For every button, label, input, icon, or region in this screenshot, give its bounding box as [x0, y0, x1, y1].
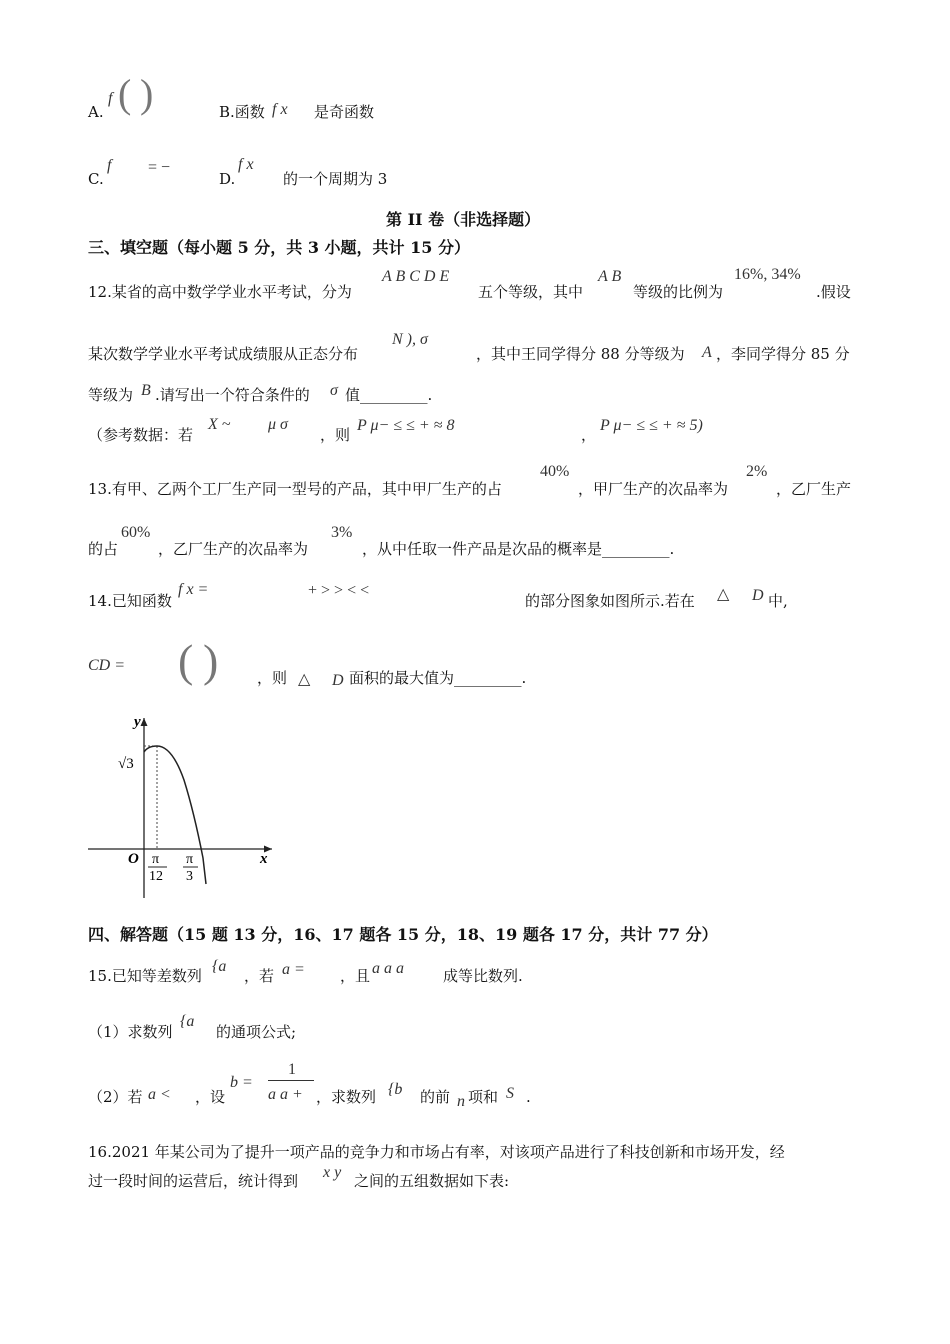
option-b-text: 是奇函数 — [314, 103, 375, 121]
q14-fx: f x = — [178, 581, 209, 598]
section-4-title: 四、解答题（15 题 13 分，16、17 题各 15 分，18、19 题各 17 分，共计 77 分） — [88, 925, 718, 944]
q13-text-2: ，甲厂生产的次品率为 — [578, 480, 729, 498]
option-b-label: B.函数 — [219, 103, 265, 121]
q13-percent-3: 3% — [331, 524, 353, 541]
q15-part2-end: . — [526, 1088, 531, 1106]
q12-grade-a: A — [702, 344, 712, 361]
q12-ref-prob-2: P μ− ≤ ≤ + ≈ 5) — [600, 417, 703, 434]
q15-text-3: ，且 — [340, 967, 371, 985]
option-c-f: f — [107, 157, 112, 174]
q12-text-5: 某次数学学业水平考试成绩服从正态分布 — [88, 345, 359, 363]
q12-grades: A B C D E — [382, 268, 450, 285]
q14-triangle: △ — [717, 586, 730, 603]
q15-part2-text-3: ，求数列 — [316, 1088, 377, 1106]
q15-part2-cond: a < — [148, 1086, 171, 1103]
q13-percent-60: 60% — [121, 524, 151, 541]
tick-pi-3-num: π — [186, 852, 194, 867]
q16-text-3: 之间的五组数据如下表: — [354, 1172, 510, 1190]
q13-text-3: ，乙厂生产 — [776, 480, 852, 498]
q15-part2-fraction-bar — [268, 1080, 314, 1081]
x-axis-label: x — [260, 851, 268, 867]
q13-text-5: ，乙厂生产的次品率为 — [158, 540, 309, 558]
q14-text-3: 中, — [768, 592, 788, 610]
option-d-text: 的一个周期为 3 — [283, 170, 388, 188]
q12-ref-comma: ， — [581, 426, 597, 444]
option-a-f: f — [108, 90, 113, 107]
q15-part2-text: （2）若 — [88, 1088, 143, 1106]
q15-text-2: ，若 — [244, 967, 275, 985]
q15-part2-text-4: 的前 — [420, 1088, 451, 1106]
q16-xy: x y — [323, 1164, 342, 1181]
q15-part2-text-2: ，设 — [195, 1088, 226, 1106]
q14-text-1: 14.已知函数 — [88, 592, 172, 610]
q13-text-6: ，从中任取一件产品是次品的概率是_________. — [362, 540, 675, 558]
q13-text-1: 13.有甲、乙两个工厂生产同一型号的产品，其中甲厂生产的占 — [88, 480, 502, 498]
q14-right-paren: ) — [203, 635, 219, 686]
q16-text-2: 过一段时间的运营后，统计得到 — [88, 1172, 299, 1190]
q15-text-4: 成等比数列. — [443, 967, 523, 985]
option-d-label: D. — [219, 170, 236, 188]
q15-part2-s: S — [506, 1085, 514, 1102]
q13-text-4: 的占 — [88, 540, 119, 558]
q12-text-7: ，李同学得分 85 分 — [716, 345, 850, 363]
q15-part2-n: n — [457, 1093, 465, 1110]
origin-label: O — [128, 851, 139, 867]
q15-part1-text-2: 的通项公式; — [216, 1023, 297, 1041]
q14-text-5: 面积的最大值为_________. — [349, 669, 527, 687]
function-graph — [82, 708, 282, 903]
q12-ref-text-1: （参考数据：若 — [88, 426, 194, 444]
q12-ref-x: X ~ — [208, 416, 231, 433]
option-d-fx: f x — [238, 156, 254, 173]
q15-part2-numerator: 1 — [288, 1061, 296, 1078]
q12-text-4: .假设 — [816, 283, 851, 301]
q14-text-2: 的部分图象如图所示.若在 — [525, 592, 695, 610]
option-b-fx: f x — [272, 101, 288, 118]
sqrt3-label: √3 — [118, 756, 134, 772]
q12-ref-text-2: ，则 — [320, 426, 351, 444]
option-a-left-paren: ( — [118, 71, 132, 116]
q14-d-2: D — [332, 672, 344, 689]
option-a-right-paren: ) — [140, 71, 154, 116]
q15-part2-b-eq: b = — [230, 1074, 253, 1091]
q12-text-2: 五个等级，其中 — [478, 283, 584, 301]
q12-answer-blank: 值_________. — [345, 386, 433, 404]
tick-pi-3-den: 3 — [186, 869, 193, 884]
q15-a-eq: a = — [282, 961, 305, 978]
y-axis-arrow — [141, 718, 148, 726]
q14-triangle-2: △ — [298, 671, 311, 688]
q14-d: D — [752, 587, 764, 604]
q12-text-1: 12.某省的高中数学学业水平考试，分为 — [88, 283, 352, 301]
option-a-label: A. — [88, 103, 104, 121]
q15-a-terms: a a a — [372, 960, 404, 977]
section-3-title: 三、填空题（每小题 5 分，共 3 小题，共计 15 分） — [88, 238, 470, 257]
q12-grades-ab: A B — [598, 268, 622, 285]
q12-text-9: .请写出一个符合条件的 — [155, 386, 310, 404]
q12-text-6: ，其中王同学得分 88 分等级为 — [476, 345, 685, 363]
y-axis-label: y — [134, 714, 141, 730]
option-c-eq: = − — [148, 159, 171, 176]
q14-text-4: ，则 — [257, 669, 288, 687]
q15-part1-text: （1）求数列 — [88, 1023, 173, 1041]
q14-ops: + > > < < — [308, 582, 370, 599]
section-2-title: 第 II 卷（非选择题） — [386, 210, 541, 229]
tick-pi-12-den: 12 — [149, 869, 163, 884]
q12-ref-prob-1: P μ− ≤ ≤ + ≈ 8 — [357, 417, 455, 434]
q14-left-paren: ( — [178, 635, 194, 686]
q12-grade-b: B — [141, 382, 151, 399]
q14-cd: CD = — [88, 657, 126, 674]
q13-percent-40: 40% — [540, 463, 570, 480]
q15-part1-seq: {a — [180, 1013, 195, 1030]
q15-part2-text-5: 项和 — [468, 1088, 499, 1106]
q15-text-1: 15.已知等差数列 — [88, 967, 202, 985]
q12-sigma: σ — [330, 382, 338, 399]
q12-ratio: 16%, 34% — [734, 266, 801, 283]
q15-part2-seq-b: {b — [388, 1081, 403, 1098]
q12-ref-musig: μ σ — [268, 416, 288, 433]
q16-text-1: 16.2021 年某公司为了提升一项产品的竞争力和市场占有率，对该项产品进行了科技创新和市场开发，经 — [88, 1143, 785, 1161]
q12-text-3: 等级的比例为 — [633, 283, 724, 301]
option-c-label: C. — [88, 170, 104, 188]
q12-distribution: N ), σ — [392, 331, 428, 348]
q13-percent-2: 2% — [746, 463, 768, 480]
q15-seq-a: {a — [212, 958, 227, 975]
tick-pi-12-num: π — [152, 852, 160, 867]
q15-part2-denominator: a a + — [268, 1086, 303, 1103]
q12-text-8: 等级为 — [88, 386, 134, 404]
